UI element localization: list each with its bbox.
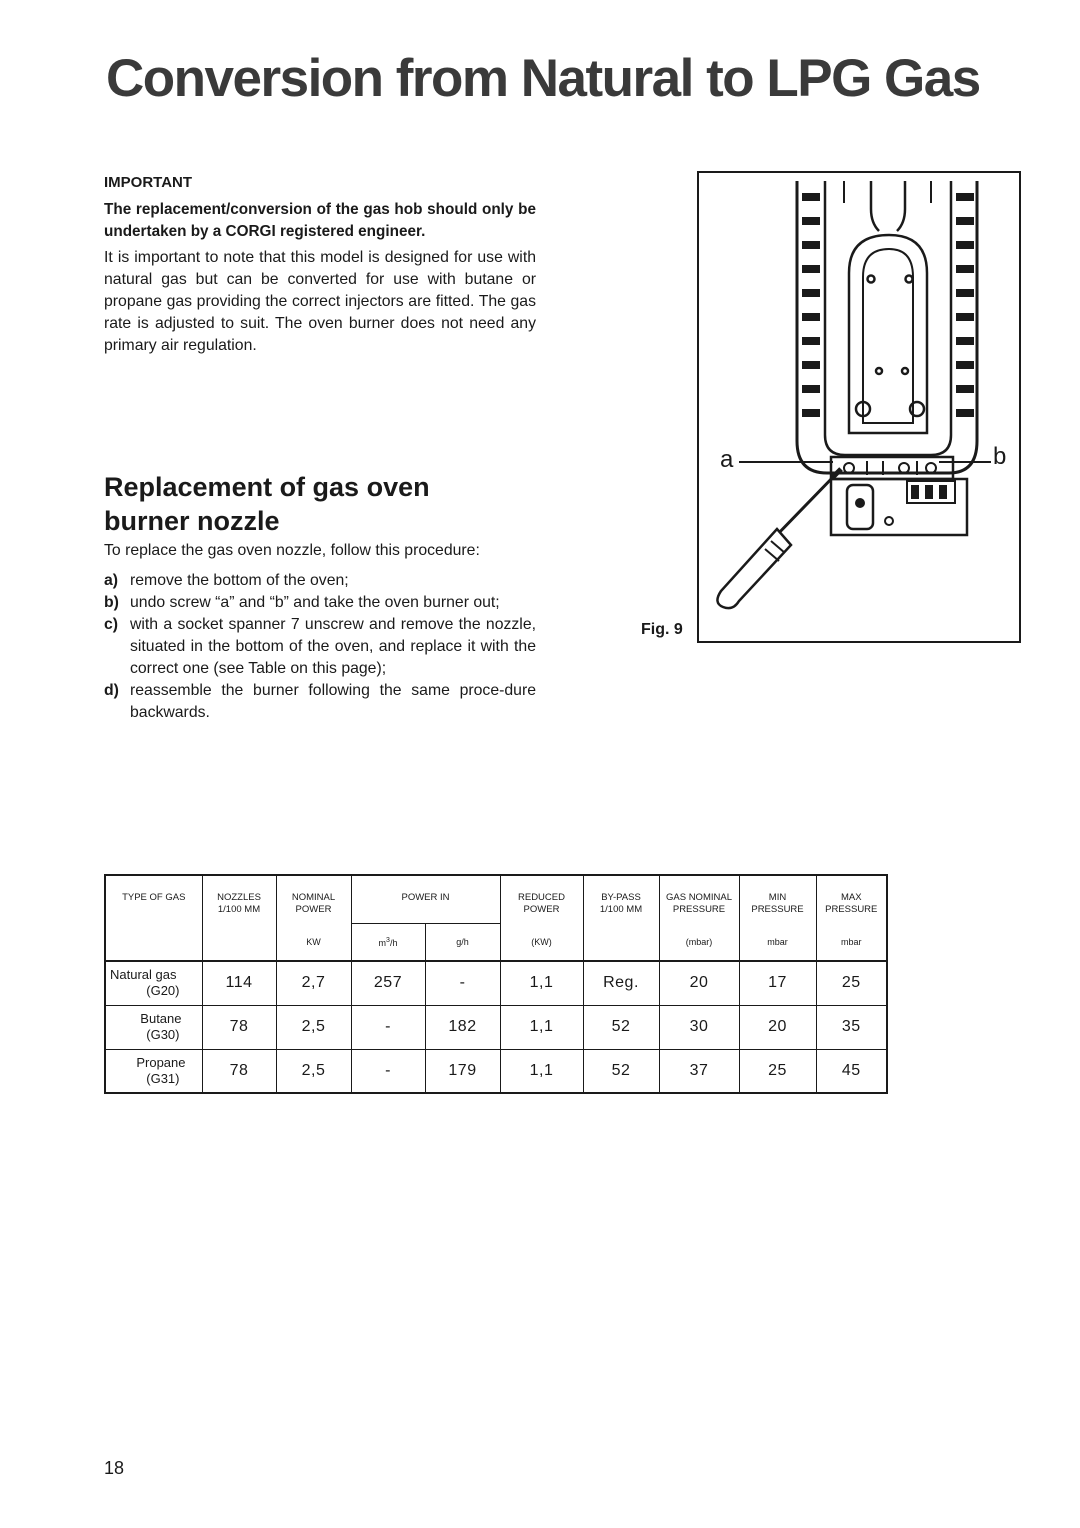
max-pressure-cell: 35: [816, 1005, 887, 1049]
unit-bypass: [583, 923, 659, 961]
nominal-pressure-cell: 37: [659, 1049, 739, 1093]
unit-min-mbar: mbar: [739, 923, 816, 961]
bypass-cell: 52: [583, 1049, 659, 1093]
min-pressure-cell: 17: [739, 961, 816, 1005]
page-number: 18: [104, 1458, 125, 1478]
unit-nozzles: [202, 923, 276, 961]
nominal-pressure-cell: 20: [659, 961, 739, 1005]
col-max-pressure: MAX PRESSURE: [816, 875, 887, 923]
unit-m3h: $m^3/h$: [351, 923, 425, 961]
m3h-cell: 257: [351, 961, 425, 1005]
unit-max-mbar: mbar: [816, 923, 887, 961]
procedure-steps: [104, 570, 536, 724]
step-text: undo screw “a” and “b” and take the oven burner out;: [130, 594, 500, 611]
step-letter: b): [104, 594, 119, 611]
unit-nominal-mbar: (mbar): [659, 923, 739, 961]
step-letter: c): [104, 616, 119, 633]
power-cell: 2,5: [276, 1005, 351, 1049]
gas-type-cell: Butane (G30): [105, 1005, 202, 1049]
step-text: reassemble the burner following the same proce-dure backwards.: [130, 682, 536, 721]
bypass-cell: Reg.: [583, 961, 659, 1005]
power-cell: 2,7: [276, 961, 351, 1005]
reduced-cell: 1,1: [500, 1005, 583, 1049]
table-header-row: [105, 875, 887, 923]
col-nozzles: NOZZLES 1/100 MM: [202, 875, 276, 923]
step-text: with a socket spanner 7 unscrew and remove the nozzle, situated in the bottom of the oven, and replace it with the correct one (see Table on this page);: [130, 616, 536, 677]
important-label: IMPORTANT: [104, 174, 193, 191]
step-text: remove the bottom of the oven;: [130, 572, 349, 589]
max-pressure-cell: 25: [816, 961, 887, 1005]
table-row: [105, 961, 887, 1005]
col-min-pressure: MIN PRESSURE: [739, 875, 816, 923]
gh-cell: -: [425, 961, 500, 1005]
step-item: [104, 614, 536, 680]
table-row: [105, 1005, 887, 1049]
section-heading: Replacement of gas oven burner nozzle: [104, 472, 430, 536]
page-title: Conversion from Natural to LPG Gas: [106, 49, 980, 108]
corgi-warning: The replacement/conversion of the gas hob should only be undertaken by a CORGI registered engineer.: [104, 201, 536, 240]
callout-a: a: [720, 446, 734, 473]
gh-cell: 182: [425, 1005, 500, 1049]
reduced-cell: 1,1: [500, 1049, 583, 1093]
min-pressure-cell: 25: [739, 1049, 816, 1093]
table-row: [105, 1049, 887, 1093]
gas-type-cell: Natural gas (G20): [105, 961, 202, 1005]
col-gas-nominal-pressure: GAS NOMINAL PRESSURE: [659, 875, 739, 923]
screwdriver-icon: [717, 469, 841, 608]
max-pressure-cell: 45: [816, 1049, 887, 1093]
min-pressure-cell: 20: [739, 1005, 816, 1049]
procedure-intro: To replace the gas oven nozzle, follow this procedure:: [104, 542, 480, 559]
conversion-intro: It is important to note that this model is designed for use with natural gas but can be converted for use with butane or propane gas providing the correct injectors are fitted. The gas rate is adjusted to suit. The oven burner does not need any primary air regulation.: [104, 249, 536, 354]
col-type-of-gas: TYPE OF GAS: [105, 875, 202, 961]
m3h-cell: -: [351, 1005, 425, 1049]
nozzle-cell: 78: [202, 1005, 276, 1049]
step-item: [104, 570, 536, 592]
table-units-row: [105, 923, 887, 961]
figure-oven-burner: [697, 171, 1021, 643]
unit-reduced-kw: (KW): [500, 923, 583, 961]
unit-gh: g/h: [425, 923, 500, 961]
reduced-cell: 1,1: [500, 961, 583, 1005]
col-power-in: POWER IN: [351, 875, 500, 923]
col-nominal-power: NOMINAL POWER: [276, 875, 351, 923]
col-bypass: BY-PASS 1/100 MM: [583, 875, 659, 923]
m3h-cell: -: [351, 1049, 425, 1093]
step-item: [104, 592, 536, 614]
nozzle-cell: 114: [202, 961, 276, 1005]
power-cell: 2,5: [276, 1049, 351, 1093]
burner-drawing: [699, 173, 1019, 641]
nozzle-cell: 78: [202, 1049, 276, 1093]
gas-type-cell: Propane (G31): [105, 1049, 202, 1093]
col-reduced-power: REDUCED POWER: [500, 875, 583, 923]
step-letter: a): [104, 572, 119, 589]
step-item: [104, 680, 536, 724]
gas-data-table: [104, 874, 888, 1094]
bypass-cell: 52: [583, 1005, 659, 1049]
nominal-pressure-cell: 30: [659, 1005, 739, 1049]
gh-cell: 179: [425, 1049, 500, 1093]
flame-holes: [802, 193, 974, 417]
figure-label: Fig. 9: [641, 621, 683, 638]
callout-b: b: [993, 443, 1007, 470]
step-letter: d): [104, 682, 119, 699]
unit-kw: KW: [276, 923, 351, 961]
